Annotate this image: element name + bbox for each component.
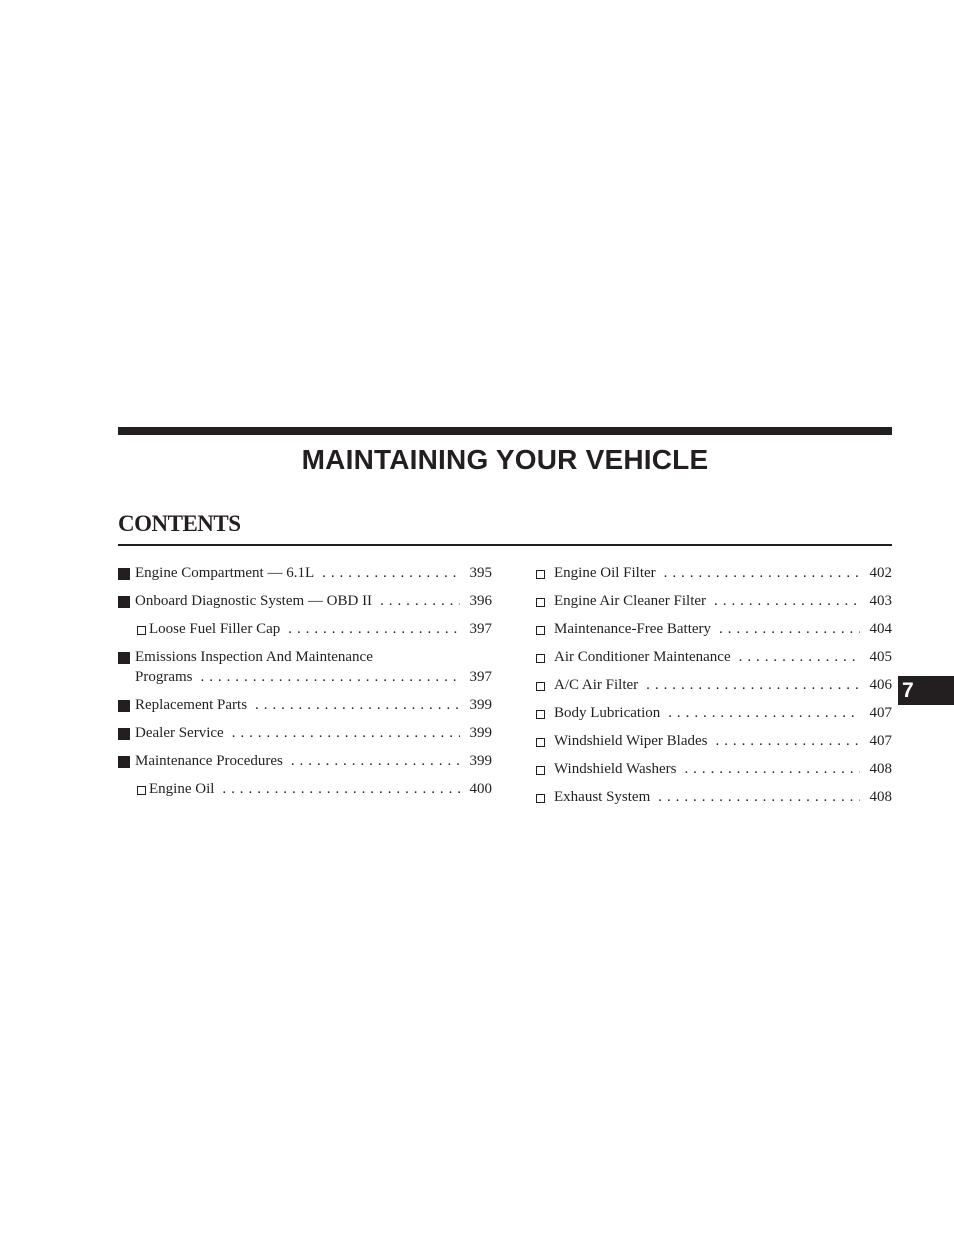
toc-entry-page: 395 xyxy=(469,565,492,581)
toc-entry-page: 408 xyxy=(869,761,892,777)
toc-entry-page: 399 xyxy=(469,753,492,769)
toc-entry-page: 403 xyxy=(869,593,892,609)
dot-leader xyxy=(646,675,860,695)
open-square-bullet-icon xyxy=(536,570,545,579)
dot-leader xyxy=(668,703,860,723)
filled-square-bullet-icon xyxy=(118,568,130,580)
toc-entry-label: Air Conditioner Maintenance xyxy=(554,649,731,665)
open-square-bullet-icon xyxy=(536,626,545,635)
toc-entry-label: Replacement Parts xyxy=(135,697,248,713)
toc-entry[interactable] xyxy=(118,591,492,611)
dot-leader xyxy=(201,667,461,687)
dot-leader xyxy=(716,731,861,751)
open-square-bullet-icon xyxy=(137,786,146,795)
toc-entry-page: 408 xyxy=(869,789,892,805)
dot-leader xyxy=(380,591,460,611)
toc-entry[interactable] xyxy=(118,779,492,799)
dot-leader xyxy=(291,751,460,771)
toc-column-right xyxy=(536,563,892,815)
toc-entry[interactable] xyxy=(118,563,492,583)
toc-entry-label: Body Lubrication xyxy=(554,705,661,721)
toc-entry[interactable] xyxy=(536,675,892,695)
toc-entry-label: Windshield Wiper Blades xyxy=(554,733,708,749)
toc-entry[interactable] xyxy=(118,695,492,715)
dot-leader xyxy=(739,647,860,667)
toc-entry[interactable] xyxy=(118,751,492,771)
filled-square-bullet-icon xyxy=(118,728,130,740)
open-square-bullet-icon xyxy=(137,626,146,635)
toc-entry-label: Engine Oil xyxy=(149,781,215,797)
toc-entry[interactable] xyxy=(536,591,892,611)
dot-leader xyxy=(288,619,460,639)
toc-entry[interactable] xyxy=(536,563,892,583)
toc-entry-page: 405 xyxy=(869,649,892,665)
toc-entry-page: 399 xyxy=(469,697,492,713)
toc-entry[interactable] xyxy=(118,619,492,639)
toc-entry-page: 397 xyxy=(469,621,492,637)
dot-leader xyxy=(684,759,860,779)
filled-square-bullet-icon xyxy=(118,700,130,712)
toc-entry[interactable] xyxy=(536,731,892,751)
toc-entry[interactable] xyxy=(536,647,892,667)
filled-square-bullet-icon xyxy=(118,652,130,664)
toc-entry-page: 407 xyxy=(869,733,892,749)
toc-entry-page: 399 xyxy=(469,725,492,741)
open-square-bullet-icon xyxy=(536,654,545,663)
toc-entry[interactable] xyxy=(118,723,492,743)
toc-entry-label: Loose Fuel Filler Cap xyxy=(149,621,281,637)
toc-entry[interactable] xyxy=(536,703,892,723)
toc-entry[interactable] xyxy=(536,787,892,807)
dot-leader xyxy=(664,563,860,583)
open-square-bullet-icon xyxy=(536,682,545,691)
toc-entry-page: 402 xyxy=(869,565,892,581)
chapter-top-rule xyxy=(118,427,892,435)
toc-entry-page: 406 xyxy=(869,677,892,693)
toc-entry-label: Maintenance-Free Battery xyxy=(554,621,712,637)
toc-entry-page: 400 xyxy=(469,781,492,797)
toc-entry-label: Exhaust System xyxy=(554,789,651,805)
filled-square-bullet-icon xyxy=(118,756,130,768)
dot-leader xyxy=(714,591,860,611)
chapter-number-tab: 7 xyxy=(898,676,954,705)
open-square-bullet-icon xyxy=(536,598,545,607)
toc-entry-page: 397 xyxy=(469,669,492,685)
contents-rule xyxy=(118,544,892,546)
open-square-bullet-icon xyxy=(536,710,545,719)
toc-entry[interactable] xyxy=(118,647,492,687)
filled-square-bullet-icon xyxy=(118,596,130,608)
toc-column-left xyxy=(118,563,492,807)
dot-leader xyxy=(255,695,460,715)
dot-leader xyxy=(658,787,860,807)
toc-entry[interactable] xyxy=(536,619,892,639)
dot-leader xyxy=(719,619,860,639)
toc-entry-page: 404 xyxy=(869,621,892,637)
toc-entry[interactable] xyxy=(536,759,892,779)
open-square-bullet-icon xyxy=(536,766,545,775)
toc-entry-label: Maintenance Procedures xyxy=(135,753,283,769)
toc-entry-label: Engine Air Cleaner Filter xyxy=(554,593,707,609)
open-square-bullet-icon xyxy=(536,794,545,803)
dot-leader xyxy=(322,563,460,583)
toc-entry-label: Emissions Inspection And Maintenance xyxy=(135,649,373,665)
toc-entry-label: Engine Oil Filter xyxy=(554,565,656,581)
toc-entry-page: 407 xyxy=(869,705,892,721)
toc-entry-page: 396 xyxy=(469,593,492,609)
dot-leader xyxy=(232,723,460,743)
toc-entry-label-continued: Programs xyxy=(135,669,193,685)
toc-entry-label: Dealer Service xyxy=(135,725,224,741)
open-square-bullet-icon xyxy=(536,738,545,747)
toc-entry-label: Windshield Washers xyxy=(554,761,677,777)
dot-leader xyxy=(222,779,460,799)
chapter-title: MAINTAINING YOUR VEHICLE xyxy=(301,444,709,475)
toc-entry-label: Onboard Diagnostic System — OBD II xyxy=(135,593,373,609)
contents-heading: CONTENTS xyxy=(118,511,241,536)
toc-entry-label: Engine Compartment — 6.1L xyxy=(135,565,315,581)
toc-entry-label: A/C Air Filter xyxy=(554,677,639,693)
